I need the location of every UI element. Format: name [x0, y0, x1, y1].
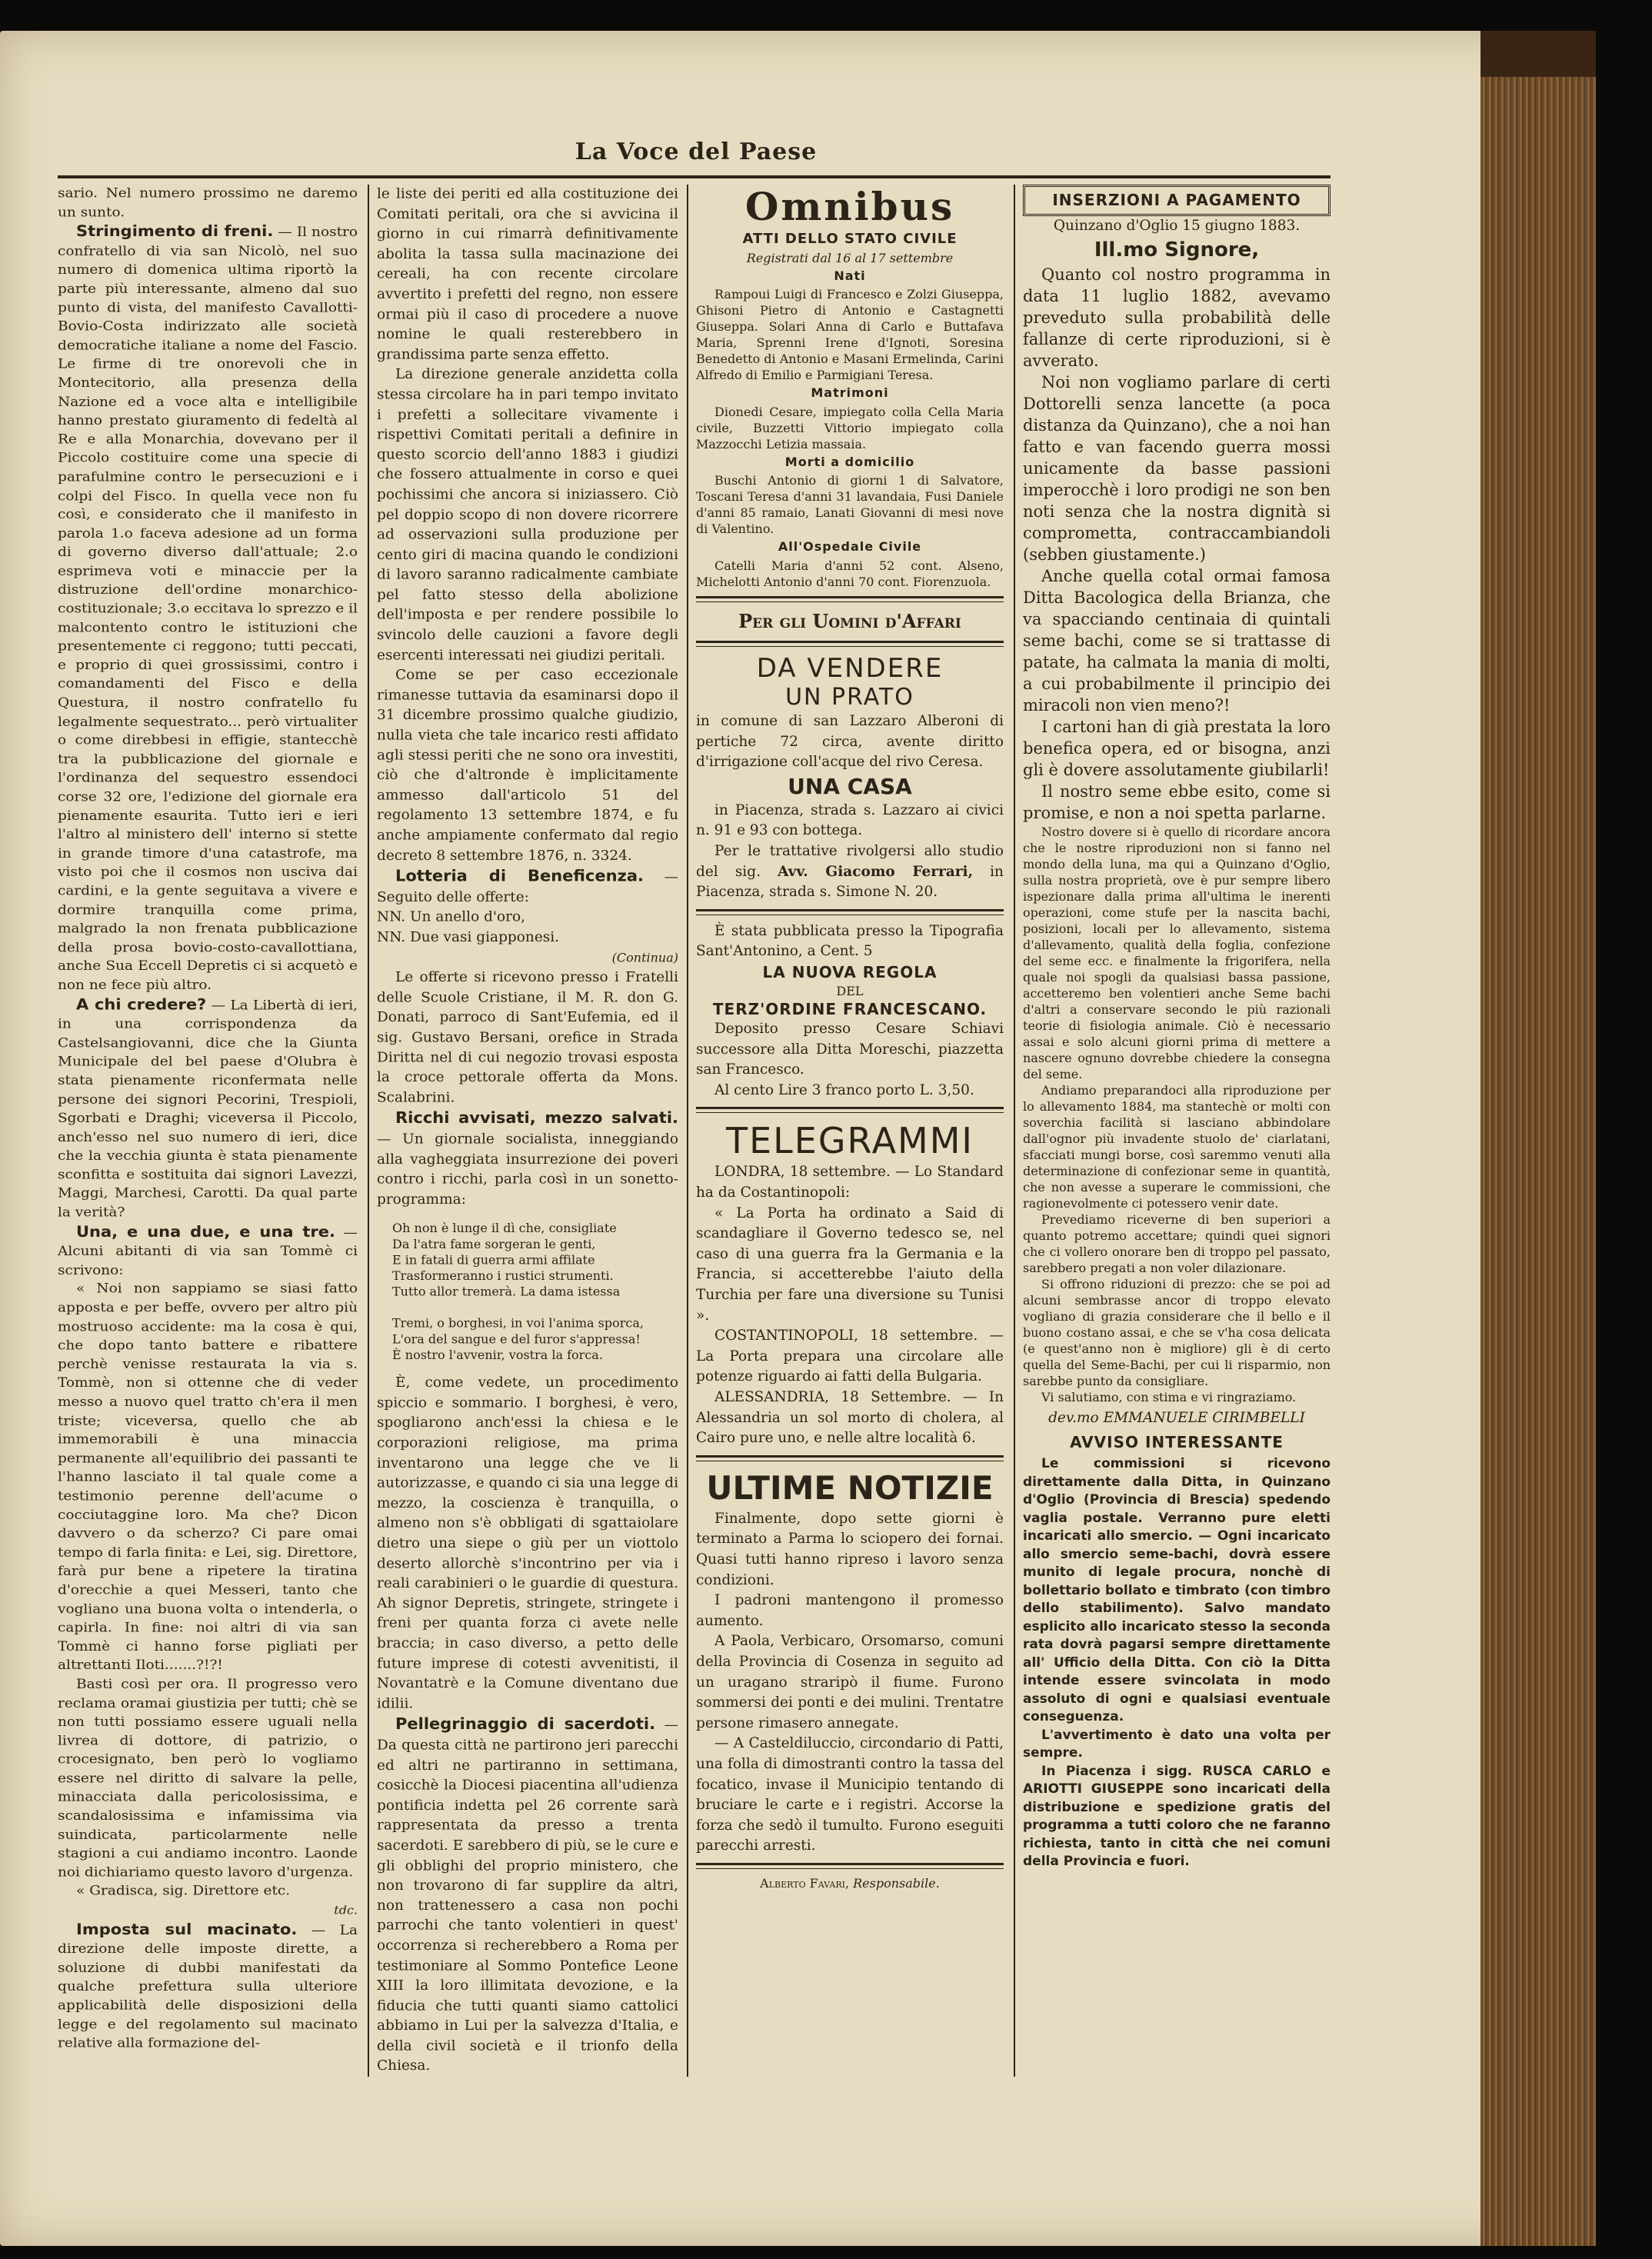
ricchi-commentary: È, come vedete, un procedimento spiccio e sommario. I borghesi, è vero, spogliarono anch'essi la chiesa e le corporazioni religiose, ma prima inventarono una legge che ve li autorizzasse, e quando ci sia una legge di mezzo, la coscienza è tranquilla, o almeno non s'è obbligati di sgattaiolare dietro una siepe o giù per un viottolo deserto allorchè s'incontrino per via i reali carabinieri o le guardie di questura. Ah signor Depretis, stringete, stringete i freni per quanta forza ci avete nelle braccia; in caso diverso, a petto delle future imprese di cotesti avvenitisti, il Novantatrè e la Comune diventano due idilii.	[377, 1374, 678, 1712]
omnibus-title: Omnibus	[744, 184, 955, 229]
regola-del: DEL	[836, 983, 864, 998]
inserzioni-box	[1023, 185, 1331, 216]
divider-vendere	[696, 909, 1004, 915]
lotteria-item-1: NN. Un anello d'oro,	[377, 909, 526, 925]
ins-p6: Nostro dovere si è quello di ricordare ancora che le nostre riproduzioni non si fanno nel mondo della luna, ma qui a Quinzano d'Oglio, sulla nostra proprietà, ove è pur sempre libero ispezionare dalla prima all'ultima le inerenti operazioni, come stufe per la nascita bachi, posizioni, locali per lo allevamento, sistema d'allevamento, qualità della foglia, confezione del seme ecc. e finalmente la frigorifera, nella quale noi spogli da qualsiasi bassa passione, accetteremo ben volentieri anche Seme bachi d'altri a conservare secondo le più razionali teorie di fisiologia animale. Ciò è necessario assai e solo alcuni giorni prima di mettere a nascere ognuno dovrebbe chiedere la consegna del seme.	[1023, 825, 1331, 1082]
avviso-p2: L'avvertimento è dato una volta per sempre.	[1023, 1727, 1331, 1761]
letter-signature: tdc.	[334, 1903, 358, 1917]
trattative-b: in Piacenza, strada s. Simone N. 20.	[696, 863, 1004, 901]
telegram-alessandria: ALESSANDRIA, 18 Settembre. — In Alessandria un sol morto di cholera, al Cairo pure uno, e nelle altre località 6.	[696, 1389, 1004, 1447]
ins-p7: Andiamo preparandoci alla riproduzione per lo allevamento 1884, ma stantechè or molti con soverchia facilità si lasciano abbindolare dall'ognor più invadente stuolo de' ciarlatani, sfacciati mungi borse, così saremmo venuti alla determinazione di confezionar seme in quantità, che non avesse a superare le commissioni, che ragionevolmente ci potessero venir date.	[1023, 1083, 1331, 1211]
article-lotteria	[377, 866, 678, 908]
article-a-chi-credere	[58, 995, 358, 1222]
book-spine	[1480, 31, 1596, 2246]
pubblicazione-text: È stata pubblicata presso la Tipografia Sant'Antonino, a Cent. 5	[696, 922, 1004, 960]
spine-cap	[1480, 31, 1596, 77]
terzordine-heading: TERZ'ORDINE FRANCESCANO.	[712, 999, 988, 1018]
morti-list: Buschi Antonio di giorni 1 di Salvatore, Toscani Teresa d'anni 31 lavandaia, Fusi Daniele d'anni 85 ramaio, Lanati Giovanni di mesi nove di Valentino.	[696, 473, 1004, 537]
ins-p10: Vi salutiamo, con stima e vi ringraziamo.	[1041, 1390, 1297, 1405]
telegram-costantinopoli: COSTANTINOPOLI, 18 settembre. — La Porta prepara una circolare alle potenze riguardo ai fatti della Bulgaria.	[696, 1328, 1004, 1385]
letter-salutation: Ill.mo Signore,	[1094, 238, 1260, 262]
masthead-title: La Voce del Paese	[575, 138, 818, 165]
deposito-text: Deposito presso Cesare Schiavi successore alla Ditta Moreschi, piazzetta san Francesco.	[696, 1021, 1004, 1078]
article-pellegrinaggio	[377, 1714, 678, 2077]
casa-heading: UNA CASA	[788, 773, 912, 799]
ins-p3: Anche quella cotal ormai famosa Ditta Bacologica della Brianza, che va spacciando centinaia di quintali seme bachi, come se si trattasse di patate, ha calmata la mania di molti, a cui probabilmente il principio dei miracoli non vien meno?!	[1023, 567, 1331, 715]
divider-telegrammi	[696, 1455, 1004, 1461]
inserzioni-heading: INSERZIONI A PAGAMENTO	[1052, 191, 1301, 209]
text-stringimento: — Il nostro confratello di via san Nicolò, nel suo numero di domenica ultima riportò la parte più interessante, almeno dal suo punto di vista, del manifesto Cavallotti-Bovio-Costa indirizzato alle società democratiche italiane a nome del Fascio. Le firme di tre onorevoli che in Montecitorio, alla presenza della Nazione ed a voce alta e intelligibile hanno prestato giuramento di fedeltà al Re e alla Monarchia, dovevano per il Piccolo costituire come una specie di parafulmine contro le persecuzioni e i colpi del Fisco. In quella vece non fu così, e considerato che il manifesto in parola 1.o faceva adesione ad un forma di governo diverso dall'attuale; 2.o esprimeva voti e minaccie per la distruzione dell'ordine monarchico-costituzionale; 3.o eccitava lo sprezzo e il malcontento contro le istituzioni che presentemente ci reggono; tutti peccati, e proprio di quei grossissimi, contro i comandamenti del Fisco e della Questura, il nostro confratello fu legalmente sequestrato... però virtualiter o come direbbesi in effigie, stantecchè tra la pubblicazione del giornale e l'ordinanza del sequestro essendoci corse 32 ore, l'edizione del giornale era pienamente esaurita. Tutto ieri e ieri l'altro al ministero dell' interno si stette in grande timore d'una catastrofe, ma visto poi che il cosmos non usciva dai cardini, e la gente seguitava a vivere e dormire tranquilla come prima, malgrado la non frenata pubblicazione della prosa bovio-costo-cavallottiana, anche Sua Eccell Depretis ci si acquetò e non ne fece più altro.	[58, 225, 358, 993]
masthead	[62, 138, 1331, 165]
morti-heading: Morti a domicilio	[784, 454, 915, 469]
text-lotteria: — Seguito delle offerte:	[377, 869, 678, 905]
avviso-p1: Le commissioni si ricevono direttamente dalla Ditta, in Quinzano d'Oglio (Provincia di Brescia) spedendo vaglia postale. Verranno pure eletti incaricati allo smercio. — Ogni incaricato allo smercio seme-bachi, dovrà essere munito di legale procura, nonchè di bollettario bollato e timbrato (con timbro dello stabilimento). Salvo mandato esplicito allo incaricato stesso la seconda rata dovrà pagarsi sempre direttamente all' Ufficio della Ditta. Con ciò la Ditta intende essere svincolata in modo assoluto di ogni e qualsiasi eventuale conseguenza.	[1023, 1456, 1331, 1725]
ultime-p4: — A Casteldiluccio, circondario di Patti, una folla di dimostranti contro la tassa del focatico, invase il Municipio tentando di bruciare le carte e i registri. Accorse la forza che sedò il tumulto. Furono eseguiti parecchi arresti.	[696, 1735, 1004, 1854]
ins-signature: dev.mo EMMANUELE CIRIMBELLI	[1048, 1410, 1305, 1427]
column-rule-3	[1014, 185, 1015, 2077]
macinato-continued: le liste dei periti ed alla costituzione dei Comitati peritali, ora che si avvicina il giorno in cui rimarrà definitivamente abolita la tassa sulla macinazione dei cereali, ha con recente circolare avvertito i prefetti del regno, non essere ormai più il caso di procedere a nuove nomine le quali resterebbero in grandissima parte senza effetto.	[377, 185, 678, 363]
masthead-rule	[58, 175, 1331, 178]
divider-affari	[696, 641, 1004, 647]
ultime-heading: ULTIME NOTIZIE	[706, 1468, 994, 1507]
telegram-londra: LONDRA, 18 settembre. — Lo Standard ha da Costantinopoli:	[696, 1164, 1004, 1201]
ins-p1: Quanto col nostro programma in data 11 luglio 1882, avevamo preveduto sulla probabilità delle fallanze di certe riproduzioni, si è avverato.	[1023, 265, 1331, 371]
vendere-heading: DA VENDERE	[756, 652, 944, 684]
matrimoni-list: Dionedi Cesare, impiegato colla Cella Maria civile, Buzzetti Vittorio impiegato colla Mazzocchi Letizia massaia.	[696, 404, 1004, 451]
heading-stringimento: Stringimento di freni.	[76, 222, 274, 240]
ultime-p3: A Paola, Verbicaro, Orsomarso, comuni della Provincia di Cosenza in seguito ad un uragano straripò il fiume. Furono sommersi dei ponti e dei mulini. Trentatre persone rimasero annegate.	[696, 1633, 1004, 1731]
column-3	[696, 185, 1004, 1891]
letter-closing: « Gradisca, sig. Direttore etc.	[76, 1884, 291, 1899]
column-4	[1023, 185, 1331, 1871]
trattative-text	[696, 841, 1004, 903]
atti-subheading: Registrati dal 16 al 17 settembre	[746, 250, 954, 265]
sonnet-quote: Oh non è lunge il dì che, consigliate Da l'atra fame sorgeran le genti, E in fatali di guerra armi affilate Trasformeranno i rustici strumenti. Tutto allor tremerà. La dama istessa Tremi, o borghesi, in voi l'anima sporca, L'ora del sangue e del furor s'appressa! È nostro l'avvenir, vostra la forca.	[392, 1221, 644, 1363]
article-una-due-tre	[58, 1222, 358, 1280]
affari-heading: Per gli Uomini d'Affari	[738, 609, 961, 632]
telegram-londra-quote: « La Porta ha ordinato a Said di scandagliare il Governo tedesco se, nel caso di una guerra fra la Germania e la Francia, si accetterebbe l'aiuto della Turchia per fare una diversione su Tunisi ».	[696, 1204, 1004, 1324]
text-a-chi-credere: — La Libertà di ieri, in una corrispondenza da Castelsangiovanni, dice che la Giunta Municipale del bel paese d'Olubra è stata pienamente riconfermata nelle persone dei signori Pecorini, Trespioli, Sgorbati e Draghi; viceversa il Piccolo, anch'esso nel suo numero di ieri, dice che la vecchia giunta è stata pienamente sconfitta e sostituita dai signori Lavezzi, Maggi, Marchesi, Carotti. Da qual parte la verità?	[58, 998, 358, 1221]
nati-heading: Nati	[834, 268, 866, 283]
column-rule-1	[368, 185, 369, 2077]
continua-note: (Continua)	[611, 950, 678, 965]
divider-regola	[696, 1107, 1004, 1113]
ins-p5: Il nostro seme ebbe esito, come si promise, e non a noi spetta parlarne.	[1023, 782, 1331, 823]
text-macinato: — La direzione delle imposte dirette, a soluzione di dubbi manifestati da qualche prefettura sulla ulteriore applicabilità delle disposizioni della legge e del regolamento sul macinato relative alla formazione del-	[58, 1923, 358, 2051]
avviso-heading: AVVISO INTERESSANTE	[1070, 1432, 1284, 1451]
heading-macinato: Imposta sul macinato.	[76, 1921, 298, 1938]
prato-text: in comune di san Lazzaro Alberoni di pertiche 72 circa, avente diritto d'irrigazione coll'acque del rivo Ceresa.	[696, 712, 1004, 771]
heading-pellegrinaggio: Pellegrinaggio di sacerdoti.	[395, 1714, 656, 1734]
heading-lotteria: Lotteria di Beneficenza.	[395, 867, 644, 885]
trattative-a: Per le trattative rivolgersi allo studio del sig.	[696, 842, 1004, 880]
macinato-p3: Come se per caso eccezionale rimanesse tuttavia da esaminarsi dopo il 31 dicembre prossimo qualche giudizio, nulla vieta che tale incarico resti affidato agli stessi periti che ne sono ora investiti, ciò che d'altronde è implicitamente ammesso dall'articolo 51 del regolamento 13 settembre 1874, e fu anche ampiamente confermato dal regio decreto 8 settembre 1876, n. 3324.	[377, 667, 678, 864]
telegrammi-heading: TELEGRAMMI	[725, 1120, 974, 1162]
heading-ricchi: Ricchi avvisati, mezzo salvati.	[395, 1108, 678, 1128]
column-1	[58, 185, 358, 2054]
lawyer-name: Avv. Giacomo Ferrari,	[778, 863, 974, 880]
avviso-p3: In Piacenza i sigg. RUSCA CARLO e ARIOTTI GIUSEPPE sono incaricati della distribuzione e spedizione gratis del programma a tutti coloro che ne faranno richiesta, tanto in città che nei comuni della Provincia e fuori.	[1023, 1763, 1331, 1870]
prato-heading: UN PRATO	[785, 683, 914, 711]
responsabile-title: Responsabile.	[853, 1875, 940, 1891]
lotteria-item-2: NN. Due vasi giapponesi.	[377, 929, 560, 945]
article-ricchi	[377, 1108, 678, 1210]
ins-p9: Si offrono riduzioni di prezzo: che se poi ad alcuni sembrasse ancor di troppo elevato vogliano di grazia considerare che il bello e il buono costano assai, e che se v'ha cosa delicata (e quest'anno non è migliore) gli è di certo quella del Seme-Bachi, per cui li risparmio, non sarebbe punto da consigliare.	[1023, 1277, 1331, 1389]
heading-una-due-tre: Una, e una due, e una tre.	[76, 1223, 336, 1241]
prezzo-text: Al cento Lire 3 franco porto L. 3,50.	[714, 1081, 974, 1098]
responsabile-name: Alberto Favari,	[760, 1875, 850, 1891]
responsabile-line	[696, 1875, 1004, 1891]
divider-omnibus	[696, 596, 1004, 602]
article-stringimento	[58, 222, 358, 995]
text-ricchi: — Un giornale socialista, inneggiando alla vagheggiata insurrezione dei poveri contro i ricchi, parla così in un sonetto-programma:	[377, 1131, 678, 1208]
letter-date: Quinzano d'Oglio 15 giugno 1883.	[1053, 217, 1301, 234]
regola-heading: LA NUOVA REGOLA	[762, 962, 938, 981]
atti-heading: ATTI DELLO STATO CIVILE	[742, 231, 958, 247]
ultime-p2: I padroni mantengono il promesso aumento.	[696, 1592, 1004, 1629]
column-rule-2	[687, 185, 688, 2077]
macinato-p2: La direzione generale anzidetta colla stessa circolare ha in pari tempo invitato i prefetti a sollecitare vivamente i rispettivi Comitati peritali a definire in questo scorcio dell'anno 1883 i giudizi che fossero attualmente in corso e quei pochissimi che ancora si iniziassero. Ciò pel doppio scopo di non dovere ricorrere ad osservazioni sulla produzione per cento giri di macina quando le condizioni di lavoro saranno radicalmente cambiate pel fatto stesso della abolizione dell'imposta e per rendere possibile lo svincolo delle cauzioni a favore degli esercenti interessati nei giudizi peritali.	[377, 366, 678, 663]
lotteria-offerte: Le offerte si ricevono presso i Fratelli delle Scuole Cristiane, il M. R. don G. Donati, parroco di Sant'Eufemia, ed il sig. Gustavo Bersani, orefice in Strada Diritta nel di cui negozio trovasi esposta la croce pettorale offerta da Mons. Scalabrini.	[377, 969, 678, 1106]
letter-body-2: Basti così per ora. Il progresso vero reclama oramai giustizia per tutti; chè se non tutti possiamo essere uguali nella livrea di dottore, di patrizio, o crocesignato, ben però lo vogliamo essere nel diritto di salvare la pelle, minacciata dalla pericolosissima, e scandalosissima e infamissima via suindicata, particolarmente nelle stagioni a cui andiamo incontro. Laonde noi dichiariamo questo lavoro d'urgenza.	[58, 1677, 358, 1881]
text-una-due-tre: — Alcuni abitanti di via san Tommè ci scrivono:	[58, 1225, 358, 1278]
divider-bottom	[696, 1863, 1004, 1869]
nati-list: Rampoui Luigi di Francesco e Zolzi Giuseppa, Ghisoni Pietro di Antonio e Castagnetti Giuseppa. Solari Anna di Carlo e Buttafava Maria, Sprenni Irene d'Ignoti, Soresina Benedetto di Antonio e Masani Ermelinda, Carini Alfredo di Emilio e Parmigiani Teresa.	[696, 287, 1004, 383]
matrimoni-heading: Matrimoni	[811, 385, 889, 401]
ins-p8: Prevediamo riceverne di ben superiori a quanto potremo accettare; quindi quei signori che ci vollero onorare ben di troppo pel passato, sarebbero pregati a non voler dilazionare.	[1023, 1212, 1331, 1276]
ospedale-list: Catelli Maria d'anni 52 cont. Alseno, Michelotti Antonio d'anni 70 cont. Fiorenzuola.	[696, 558, 1004, 589]
ins-p2: Noi non vogliamo parlare di certi Dottorelli senza lancette (a poca distanza da Quinzano), che a noi han fatto e van facendo guerra mossi unicamente da basse passioni imperocchè i loro prodigi ne son ben noti senza che la nostra dignità si comprometta, contraccambiandoli (sebben giustamente.)	[1023, 373, 1331, 565]
ultime-p1: Finalmente, dopo sette giorni è terminato a Parma lo sciopero dei fornai. Quasi tutti hanno ripreso i lavoro senza condizioni.	[696, 1510, 1004, 1588]
column-2	[377, 185, 678, 2077]
ospedale-heading: All'Ospedale Civile	[778, 539, 922, 555]
text-pellegrinaggio: — Da questa città ne partirono jeri parecchi ed altri ne partiranno in settimana, cosicchè la Diocesi piacentina all'udienza pontificia indetta pel 26 corrente sarà rappresentata da presso a trenta sacerdoti. E sarebbero di più, se le cure e gli obblighi del proprio ministero, che non trovarono di far supplire da altri, non trattenessero a casa non pochi parrochi che tanto volentieri in quest' occorrenza si recherebbero a Roma per testimoniare al Sommo Pontefice Leone XIII la loro illimitata devozione, e la fiducia che tutti quanti siamo cattolici abbiamo in Lui per la salvezza d'Italia, e della civil società e il trionfo della Chiesa.	[377, 1717, 679, 2074]
ins-p4: I cartoni han di già prestata la loro benefica opera, ed or bisogna, anzi gli è dovere assolutamente giubilarli!	[1023, 718, 1331, 780]
heading-a-chi-credere: A chi credere?	[76, 995, 207, 1013]
casa-text: in Piacenza, strada s. Lazzaro ai civici n. 91 e 93 con bottega.	[696, 801, 1004, 839]
col1-intro: sario. Nel numero prossimo ne daremo un sunto.	[58, 185, 358, 220]
article-macinato	[58, 1920, 358, 2053]
letter-body: « Noi non sappiamo se siasi fatto apposta e per beffe, ovvero per altro più mostruoso accidente: ma la cosa è qui, che dopo tanto battere e ribattere perchè venisse restaurata la via s. Tommè, non si ottenne che di veder messo a nuovo quel tratto ch'era il men triste; viceversa, quello che ab immemorabili è una minaccia permanente all'equilibrio dei passanti te l'hanno lasciato il tal quale come a testimonio perenne dell'acume o cocciutaggine loro. Ma che? Dicon davvero o da scherzo? Ci pare omai tempo di farla finita: e Lei, sig. Direttore, farà pur bene a ripetere la tiratina d'orecchie a quei Messeri, tanto che vogliano una buona volta o intenderla, o capirla. In fine: noi altri di via san Tommè ci hanno forse pigliati per altrettanti Iloti.......?!?!	[58, 1281, 358, 1674]
